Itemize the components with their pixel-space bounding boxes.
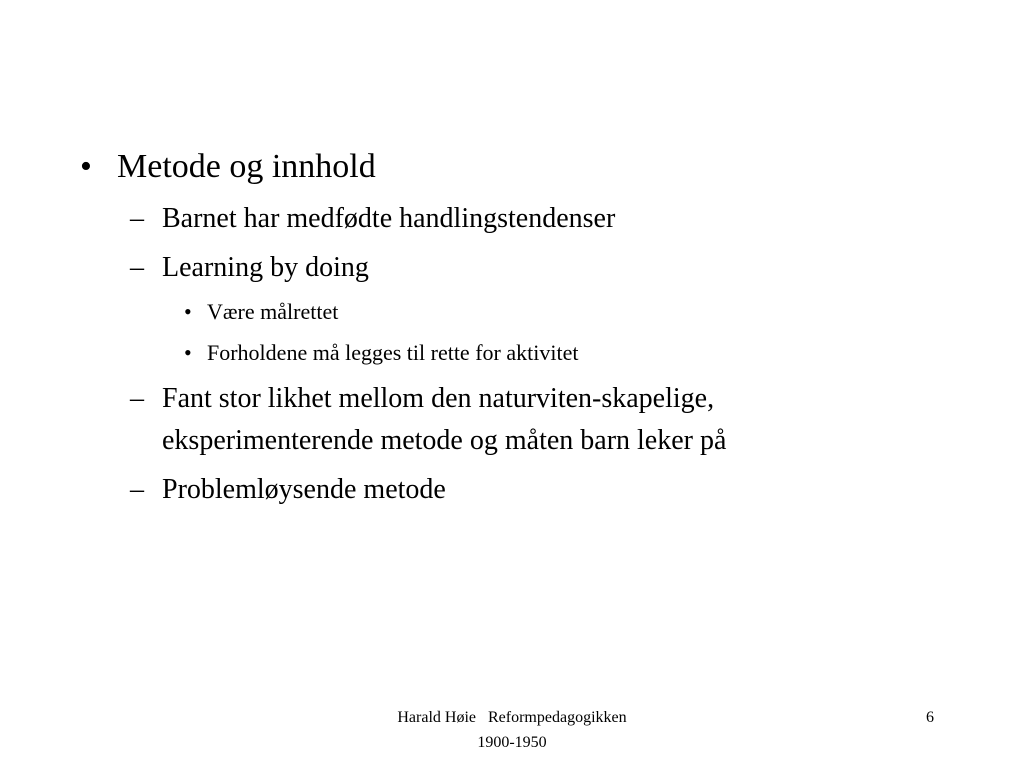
- outline-item: Barnet har medfødte handlingstendenser: [162, 203, 616, 234]
- dash-bullet: –: [130, 383, 144, 414]
- dash-bullet: –: [130, 203, 144, 234]
- outline-subitem: Forholdene må legges til rette for aktivitet: [207, 340, 579, 365]
- sub-bullet: •: [184, 340, 192, 365]
- dash-bullet: –: [130, 252, 144, 283]
- footer-author-title: Harald Høie Reformpedagogikken: [397, 709, 627, 726]
- page-number: 6: [926, 709, 934, 726]
- outline-item: Learning by doing: [162, 252, 369, 283]
- footer-title: [340, 710, 684, 751]
- dash-bullet: –: [130, 474, 144, 505]
- outline-subitem: Være målrettet: [207, 299, 339, 324]
- outline-item: Problemløysende metode: [162, 474, 446, 505]
- footer-years: 1900-1950: [477, 734, 547, 751]
- outline-item-continuation: eksperimenterende metode og måten barn leker på: [162, 425, 727, 456]
- bullet-level1: •: [80, 148, 92, 185]
- sub-bullet: •: [184, 299, 192, 324]
- heading-metode-og-innhold: Metode og innhold: [117, 148, 376, 185]
- outline-item: Fant stor likhet mellom den naturviten-skapelige,: [162, 383, 715, 414]
